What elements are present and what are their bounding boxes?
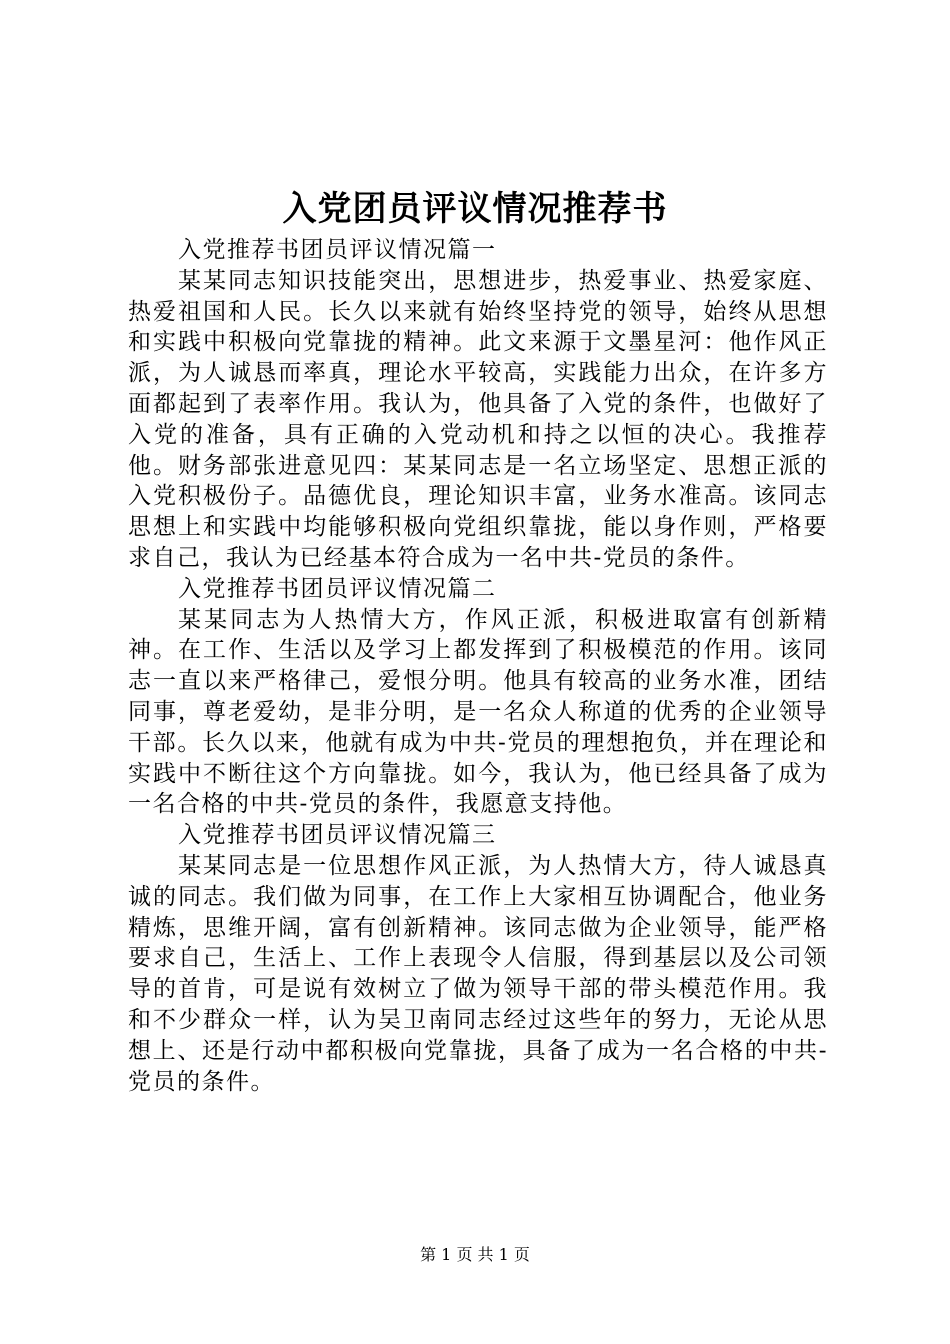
document-title: 入党团员评议情况推荐书 — [282, 189, 668, 229]
section-paragraph-3: 某某同志是一位思想作风正派，为人热情大方，待人诚恳真诚的同志。我们做为同事，在工作上大家相互协调配合，他业务精炼，思维开阔，富有创新精神。该同志做为企业领导，能严格要求自己，生活上、工作上表现令人信服，得到基层以及公司领导的首肯，可是说有效树立了做为领导干部的带头模范作用。我和不少群众一样，认为吴卫南同志经过这些年的努力，无论从思想上、还是行动中都积极向党靠拢，具备了成为一名合格的中共-党员的条件。 — [128, 852, 828, 1095]
section-paragraph-1: 某某同志知识技能突出，思想进步，热爱事业、热爱家庭、热爱祖国和人民。长久以来就有始终坚持党的领导，始终从思想和实践中积极向党靠拢的精神。此文来源于文墨星河：他作风正派，为人诚恳而率真，理论水平较高，实践能力出众，在许多方面都起到了表率作用。我认为，他具备了入党的条件，也做好了入党的准备，具有正确的入党动机和持之以恒的决心。我推荐他。财务部张进意见四：某某同志是一名立场坚定、思想正派的入党积极份子。品德优良，理论知识丰富，业务水准高。该同志思想上和实践中均能够积极向党组织靠拢，能以身作则，严格要求自己，我认为已经基本符合成为一名中共-党员的条件。 — [128, 267, 828, 571]
section-paragraph-2: 某某同志为人热情大方，作风正派，积极进取富有创新精神。在工作、生活以及学习上都发挥到了积极模范的作用。该同志一直以来严格律己，爱恨分明。他具有较高的业务水准，团结同事，尊老爱幼，是非分明，是一名众人称道的优秀的企业领导干部。长久以来，他就有成为中共-党员的理想抱负，并在理论和实践中不断往这个方向靠拢。如今，我认为，他已经具备了成为一名合格的中共-党员的条件，我愿意支持他。 — [128, 606, 828, 818]
section-heading-2: 入党推荐书团员评议情况篇二 — [178, 575, 497, 602]
section-heading-3: 入党推荐书团员评议情况篇三 — [178, 822, 497, 849]
section-heading-1: 入党推荐书团员评议情况篇一 — [178, 237, 497, 263]
document-body — [128, 235, 828, 1097]
page-footer: 第 1 页 共 1 页 — [420, 1245, 530, 1264]
